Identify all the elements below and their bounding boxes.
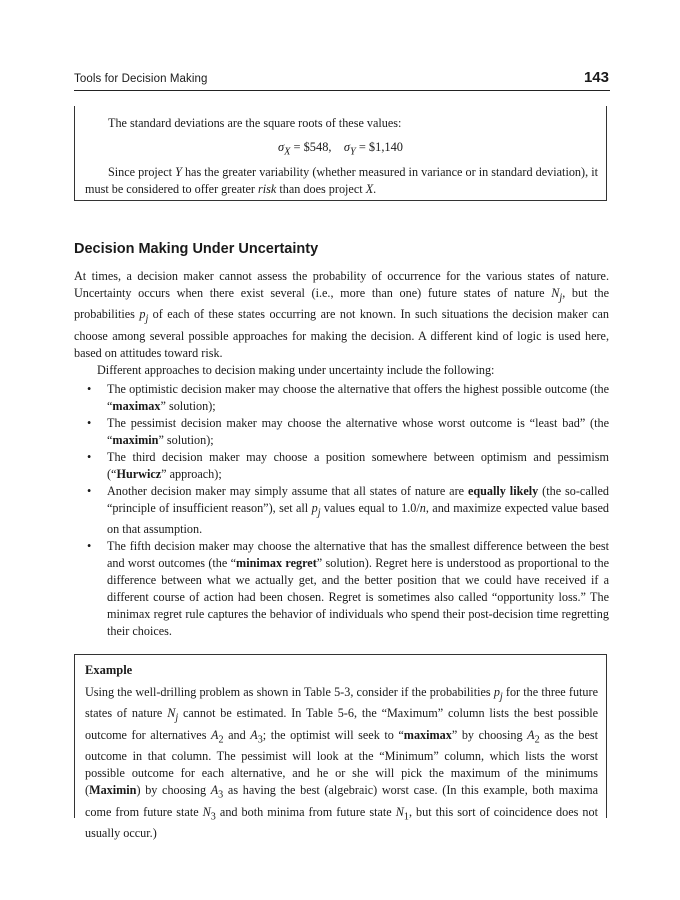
- example-title: Example: [85, 663, 133, 677]
- example-text: [75, 684, 606, 842]
- subscript: 3: [218, 789, 224, 801]
- main-body: [74, 268, 609, 640]
- sigma-x-symbol: σ: [277, 140, 285, 154]
- list-item-maximax: [74, 381, 609, 415]
- text-run: as having the best (algebraic) worst case. (In this example, both maxima come from future state: [85, 783, 598, 819]
- box-conclusion-text: [75, 164, 606, 198]
- sigma-y-subscript: Y: [350, 146, 356, 158]
- section-heading: Decision Making Under Uncertainty: [74, 241, 319, 257]
- variable-n: N: [167, 706, 176, 721]
- subscript: 3: [257, 734, 263, 746]
- bullet-marker: •: [87, 539, 92, 554]
- list-item-maximin: [74, 415, 609, 449]
- text-run: has the greater variability (whether measured in variance or in standard deviation), it must be considered to offer greater: [85, 165, 598, 196]
- variable-n: n: [419, 500, 426, 515]
- example-box: [74, 654, 607, 841]
- term-maximax: maximax: [403, 727, 452, 742]
- variable-a: A: [250, 727, 258, 742]
- text-run: The pessimist decision maker may choose the alternative whose worst outcome is “least bad” (the “: [107, 415, 609, 447]
- text-run: The third decision maker may choose a position somewhere between optimism and pessimism (“: [107, 449, 609, 481]
- page-header: [74, 70, 610, 91]
- page-number: 143: [583, 69, 609, 86]
- bullet-marker: •: [87, 483, 92, 498]
- text-run: , and maximize expected value based on that assumption.: [107, 500, 609, 537]
- variable-a: A: [211, 727, 219, 742]
- text-run: (the so-called “principle of insufficient reason”), set all: [107, 483, 610, 515]
- list-item-equally-likely: [74, 483, 609, 538]
- text-run: than does project: [276, 182, 366, 196]
- subscript: j: [559, 292, 563, 304]
- text-run: ” solution);: [158, 432, 214, 447]
- variable-p: p: [311, 500, 318, 515]
- subscript: j: [499, 691, 503, 703]
- running-title: Tools for Decision Making: [74, 73, 208, 85]
- variable-p: p: [139, 307, 146, 322]
- std-dev-formula: [75, 140, 606, 157]
- text-run: and: [223, 727, 251, 742]
- text-run: , but this sort of coincidence does not usually occur.): [85, 804, 598, 841]
- text-run: ” solution). Regret here is understood as proportional to the difference between what we actually get, and the better position that we could have received if a different course of action had been chosen. Regret is sometimes also called “opportunity loss.” The minimax regret rule captures the behavior of individuals who spend their post-decision time regretting their choices.: [107, 556, 609, 639]
- sidebar-box-standard-deviation: [74, 106, 607, 201]
- text-run: At times, a decision maker cannot assess the probability of occurrence for the various states of nature. Uncertainty occurs when there exist several (i.e., more than one) future states of nature: [74, 269, 609, 300]
- text-run: as the best outcome in that column. The pessimist will look at the “Minimum” column, which lists the worst possible outcome for each alternative, and he or she will pick the maximum of the minimums (: [85, 727, 598, 798]
- variable-a: A: [527, 727, 535, 742]
- subscript: j: [175, 712, 179, 724]
- emphasis-risk: risk: [258, 182, 277, 196]
- variable-n: N: [202, 804, 211, 819]
- approaches-list: [74, 381, 609, 640]
- text-run: The optimistic decision maker may choose the alternative that offers the highest possible outcome (the “: [107, 381, 609, 413]
- text-run: ” solution);: [160, 398, 216, 413]
- variable-n: N: [551, 286, 560, 300]
- variable-x: X: [365, 182, 374, 196]
- text-run: of each of these states occurring are not known. In such situations the decision maker can choose among several possible approaches for making the decision. A different kind of logic is used here, based on attitudes toward risk.: [74, 307, 609, 360]
- text-run: ) by choosing: [136, 783, 211, 798]
- text-run: values equal to 1.0/: [320, 500, 420, 515]
- term-maximin: maximin: [112, 432, 159, 447]
- variable-a: A: [210, 783, 219, 798]
- term-equally-likely: equally likely: [467, 483, 539, 498]
- bullet-marker: •: [87, 449, 92, 464]
- subscript: j: [317, 507, 321, 519]
- term-maximax: maximax: [112, 398, 161, 413]
- bullet-marker: •: [87, 381, 92, 396]
- sigma-x-value: = $548,: [290, 140, 332, 154]
- sigma-y-symbol: σ: [343, 140, 350, 154]
- text-run: cannot be estimated. In Table 5-6, the “Maximum” column lists the best possible outcome for alternatives: [85, 706, 598, 742]
- paragraph-approaches-intro: Different approaches to decision making under uncertainty include the following:: [97, 362, 495, 377]
- sigma-y-value: = $1,140: [355, 140, 404, 154]
- text-run: for the three future states of nature: [85, 685, 598, 721]
- variable-y: Y: [175, 165, 182, 179]
- paragraph-uncertainty: [74, 268, 609, 362]
- sigma-x-subscript: X: [284, 146, 291, 158]
- subscript: j: [145, 313, 149, 325]
- subscript: 2: [534, 734, 540, 746]
- subscript: 2: [218, 734, 224, 746]
- term-minimax-regret: minimax regret: [236, 556, 317, 571]
- text-run: Another decision maker may simply assume that all states of nature are: [107, 483, 468, 498]
- text-run: Since project: [108, 165, 176, 179]
- text-run: and both minima from future state: [215, 804, 396, 819]
- subscript: 3: [210, 811, 216, 823]
- list-item-minimax-regret: [74, 538, 609, 640]
- term-hurwicz: Hurwicz: [116, 466, 162, 481]
- text-run: ” by choosing: [451, 727, 528, 742]
- text-run: The fifth decision maker may choose the alternative that has the smallest difference between the best and worst outcomes (the “: [107, 539, 609, 571]
- text-run: .: [373, 182, 377, 196]
- text-run: Using the well-drilling problem as shown in Table 5-3, consider if the probabilities: [85, 685, 494, 699]
- list-item-hurwicz: [74, 449, 609, 483]
- text-run: ; the optimist will seek to “: [262, 727, 404, 742]
- subscript: 1: [403, 811, 409, 823]
- variable-n: N: [395, 804, 404, 819]
- box-intro-text: The standard deviations are the square roots of these values:: [108, 116, 402, 130]
- variable-p: p: [493, 685, 500, 699]
- bullet-marker: •: [87, 415, 92, 430]
- term-maximin: Maximin: [89, 783, 137, 798]
- text-run: ” approach);: [161, 466, 222, 481]
- text-run: , but the probabilities: [74, 286, 610, 322]
